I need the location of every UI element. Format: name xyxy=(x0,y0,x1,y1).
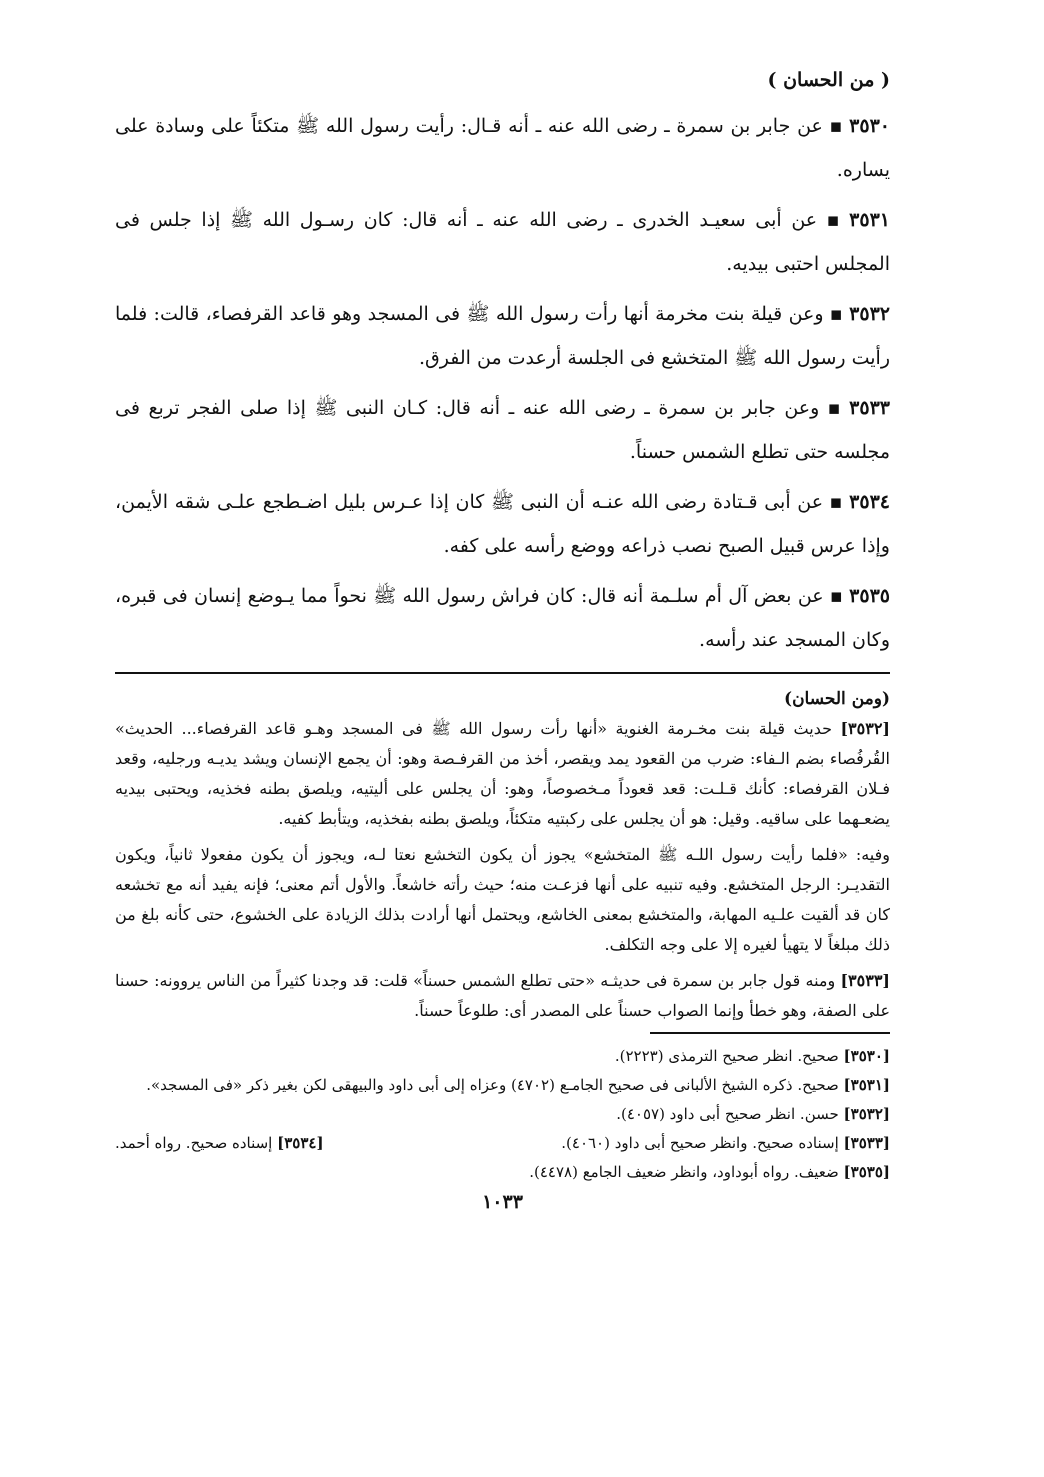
footnote-text: صحيح. ذكره الشيخ الألبانى فى صحيح الجامـع (٤٧٠٢) وعزاه إلى أبى داود والبيهقى لكن بغير ذكر «فى المسجد». xyxy=(146,1076,839,1094)
commentary-text: ومنه قول جابر بن سمرة فى حديثـه «حتى تطلع الشمس حسناً» قلت: قد وجدنا كثيراً من الناس يروونه: حسنا على الصفة، وهو خطأ وإنما الصواب حسناً على المصدر أى: طلوعاً حسناً. xyxy=(115,971,890,1020)
section-divider xyxy=(115,672,890,674)
bullet-icon: ▪ xyxy=(828,115,844,137)
hadith-3534 xyxy=(115,480,890,568)
footnote-text: ضعيف. رواه أبوداود، وانظر ضعيف الجامع (٤٤٧٨). xyxy=(529,1163,839,1181)
footnote xyxy=(561,1129,890,1158)
footnote-row xyxy=(115,1129,890,1158)
hadith-text: عن أبى سعيـد الخدرى ـ رضى الله عنه ـ أنه قال: كان رسـول الله ﷺ إذا جلس فى المجلس احتبى بيديه. xyxy=(115,209,890,275)
hadith-3532 xyxy=(115,292,890,380)
commentary-title: (ومن الحسان) xyxy=(784,689,890,709)
hadith-3535 xyxy=(115,574,890,662)
hadith-number: ٣٥٣٤ xyxy=(849,491,890,513)
page-number: ١٠٣٣ xyxy=(482,1191,523,1213)
bullet-icon: ▪ xyxy=(829,585,844,607)
bullet-icon: ▪ xyxy=(829,303,844,325)
bullet-icon: ▪ xyxy=(825,397,844,419)
footnote-text: حسن. انظر صحيح أبى داود (٤٠٥٧). xyxy=(616,1105,839,1123)
hadith-text: عن بعض آل أم سلـمة أنه قال: كان فراش رسول الله ﷺ نحواً مما يـوضع إنسان فى قبره، وكان المسجد عند رأسه. xyxy=(115,585,890,651)
footnote-ref: [٣٥٣٤] xyxy=(277,1134,324,1152)
footnote xyxy=(115,1071,890,1100)
hadith-3533 xyxy=(115,386,890,474)
footnote-ref: [٣٥٣٥] xyxy=(843,1163,890,1181)
section-title: ( من الحسان ) xyxy=(767,69,890,91)
bullet-icon: ▪ xyxy=(823,209,844,231)
footnote-text: إسناده صحيح. رواه أحمد. xyxy=(115,1134,273,1152)
commentary-text: حديث قيلة بنت مخـرمة الغنوية «أنها رأت رسول الله ﷺ فى المسجد وهـو قاعد القرفصاء... الحديث» القُرفُصاء بضم الـفاء: ضرب من القعود يمد ويقصر، أخذ من القرفـصة وهو: أن يجمع الإنسان ويشد يديـه ورجليه، وقعد فـلان القرفصاء: كأنك قـلـت: قعد قعوداً مـخصوصاً، وهو: أن يجلس على أليتيه، ويلصق بطنه فخذيه، ويحتبى بيديه يضعـهما على ساقيه. وقيل: هو أن يجلس على ركبتيه متكئاً، ويلصق بطنه بفخذيه، ويتأبط كفيه. xyxy=(115,719,890,828)
commentary-ref: [٣٥٣٣] xyxy=(840,971,890,990)
footnote-text: صحيح. انظر صحيح الترمذى (٢٢٢٣). xyxy=(614,1047,839,1065)
footnote xyxy=(115,1042,890,1071)
commentary-ref: [٣٥٣٢] xyxy=(840,719,890,738)
commentary-paragraph xyxy=(115,714,890,834)
hadith-3531 xyxy=(115,198,890,286)
footnote-ref: [٣٥٣٢] xyxy=(843,1105,890,1123)
commentary-paragraph xyxy=(115,840,890,960)
hadith-number: ٣٥٣١ xyxy=(849,209,890,231)
commentary-text: وفيه: «فلما رأيت رسول اللـه ﷺ المتخشع» يجوز أن يكون التخشع نعتا لـه، ويجوز أن يكون مفعولا ثانياً، ويكون التقديـر: الرجل المتخشع. وفيه تنبيه على أنها فزعـت منه؛ حيث رأته خاشعاً. والأول أتم معنى؛ فإنه يفيد أنه مع تخشعه كان قد ألقيت علـيه المهابة، والمتخشع بمعنى الخاشع، ويحتمل أنها أرادت بذلك الزيادة على الخشوع، حتى كأنه بلغ من ذلك مبلغاً لا يتهيأ لغيره إلا على وجه التكلف. xyxy=(115,845,891,954)
hadith-number: ٣٥٣٥ xyxy=(849,585,890,607)
hadith-number: ٣٥٣٠ xyxy=(849,115,890,137)
hadith-text: وعن قيلة بنت مخرمة أنها رأت رسول الله ﷺ فى المسجد وهو قاعد القرفصاء، قالت: فلما رأيت رسول الله ﷺ المتخشع فى الجلسة أرعدت من الفرق. xyxy=(115,303,890,369)
footnote-ref: [٣٥٣١] xyxy=(843,1076,890,1094)
hadith-text: عن أبى قـتادة رضى الله عنـه أن النبى ﷺ كان إذا عـرس بليل اضـطجع علـى شقه الأيمن، وإذا عرس قبيل الصبح نصب ذراعه ووضع رأسه على كفه. xyxy=(115,491,890,557)
hadith-text: وعن جابر بن سمرة ـ رضى الله عنه ـ أنه قال: كـان النبى ﷺ إذا صلى الفجر تربع فى مجلسه حتى تطلع الشمس حسناً. xyxy=(115,397,890,463)
footnote-ref: [٣٥٣٠] xyxy=(843,1047,890,1065)
footnote-ref: [٣٥٣٣] xyxy=(843,1134,890,1152)
commentary-paragraph xyxy=(115,966,890,1026)
hadith-3530 xyxy=(115,104,890,192)
bullet-icon: ▪ xyxy=(829,491,844,513)
footnote xyxy=(115,1158,890,1187)
page-content xyxy=(115,62,890,1213)
footnote-divider xyxy=(650,1032,890,1034)
hadith-number: ٣٥٣٢ xyxy=(849,303,890,325)
footnote xyxy=(115,1100,890,1129)
footnote-text: إسناده صحيح. وانظر صحيح أبى داود (٤٠٦٠). xyxy=(561,1134,839,1152)
hadith-number: ٣٥٣٣ xyxy=(849,397,890,419)
hadith-text: عن جابر بن سمرة ـ رضى الله عنه ـ أنه قـال: رأيت رسول الله ﷺ متكئاً على وسادة على يساره. xyxy=(115,115,890,181)
footnote xyxy=(115,1129,324,1158)
